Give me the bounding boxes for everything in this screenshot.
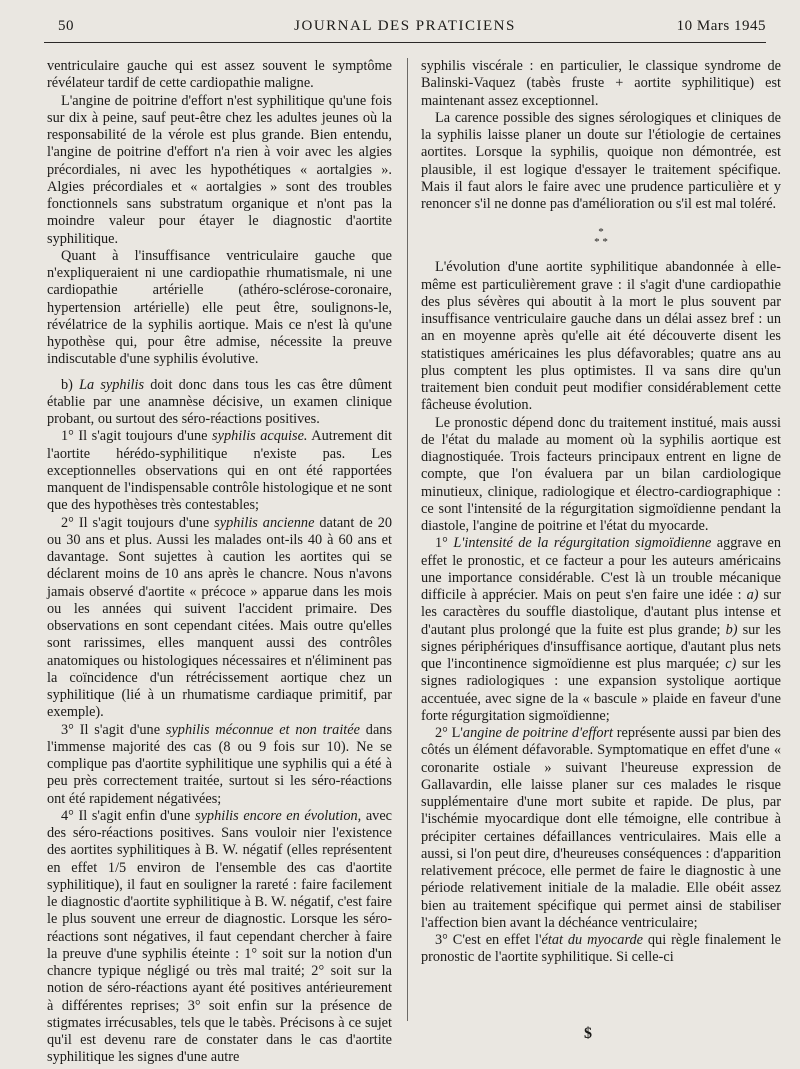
paragraph <box>421 110 781 214</box>
text-run: La carence possible des signes sérologiques et cliniques de la syphilis laisse planer un doute sur l'étiologie de certaines aortites. Lorsque la syphilis, quoique non démontrée, est plausible, il est logique d'essayer le traitement spécifique. Mais il faut alors le faire avec une prudence particulière et y renoncer s'il ne donne pas d'amélioration ou s'il est mal toléré. <box>421 109 781 212</box>
text-run: L'angine de poitrine d'effort n'est syphilitique qu'une fois sur dix à peine, sauf peut-être chez les adultes jeunes où la responsabilité de la vérole est plus grande. Bien entendu, l'angine de poitrine d'effort n'a rien à voir avec les algies précordiales, ni avec les hypothétiques « aortalgies ». Algies précordiales et « aortalgies » sont des troubles fonctionnels sans substratum organique et n'ont pas la moindre valeur pour étayer le diagnostic d'aortite syphilitique. <box>47 92 392 247</box>
text-run: 2° L' <box>435 725 463 741</box>
paragraph <box>421 535 781 725</box>
text-run: Le pronostic dépend donc du traitement institué, mais aussi de l'état du malade au moment où la syphilis aortique est diagnostiquée. Trois facteurs principaux entrent en ligne de compte, que l'on évaluera par un bilan cardiologique minutieux, clinique, radiologique et électro-cardiographique : ce sont l'intensité de la régurgitation sigmoïdienne pendant la diastole, l'angine de poitrine et l'état du myocarde. <box>421 414 781 534</box>
paragraph <box>47 428 392 514</box>
text-run: dans l'immense majorité des cas (8 ou 9 fois sur 10). Ne se complique pas d'aortite syphilitique une syphilis qui a été à peu près correctement traitée, surtout si les séro-réactions ont été rapidement négativées; <box>47 721 393 807</box>
paragraph <box>47 722 392 808</box>
italic-text: a) <box>746 587 759 603</box>
text-run: 1° Il s'agit toujours d'une <box>61 428 213 445</box>
paragraph <box>421 259 781 414</box>
paragraph <box>47 515 392 722</box>
text-run: syphilis viscérale : en particulier, le classique syndrome de Balinski-Vaquez (tabès fruste + aortite syphilitique) est maintenant assez exceptionnel. <box>421 58 781 109</box>
right-column <box>421 58 781 967</box>
text-run: b) <box>61 376 80 393</box>
paragraph <box>47 248 392 369</box>
column-divider <box>407 58 408 1021</box>
paragraph <box>47 93 392 248</box>
text-run: ventriculaire gauche qui est assez souvent le symptôme révélateur tardif de cette cardiopathie maligne. <box>47 58 392 92</box>
footer-mark: $ <box>584 1025 592 1042</box>
page-header <box>44 18 766 40</box>
text-run: sur les signes périphériques d'insuffisance aortique, d'autant plus nets que l'incontinence sigmoïdienne est plus marquée; <box>421 621 781 672</box>
italic-text: b) <box>725 621 738 638</box>
paragraph <box>421 415 781 536</box>
text-run: sur les caractères du souffle diastolique, d'autant plus intense et d'autant plus prolongé que la fuite est plus grande; <box>421 587 781 638</box>
text-run: doit donc dans tous les cas être dûment établie par une anamnèse décisive, un examen clinique probant, ou surtout des séro-réactions positives. <box>47 376 392 427</box>
italic-text: état du myocarde <box>541 932 643 948</box>
paragraph <box>47 377 392 429</box>
text-run: 3° Il s'agit d'une <box>61 721 166 738</box>
header-rule <box>44 42 766 43</box>
paragraph <box>47 58 392 93</box>
italic-text: La syphilis <box>79 376 145 393</box>
text-run: datant de 20 ou 30 ans et plus. Aussi les malades ont-ils 40 à 60 ans et davantage. Sont sujettes à caution les aortites qui se déclarent moins de 10 ans après le chancre. Nous n'avons jamais observé d'aortite « précoce » apparue dans les mois ou les années qui suivent l'accident primaire. Des observations en sont cependant citées. Mais outre qu'elles sont rarissimes, elles manquent aussi des contrôles anatomiques ou histologiques nécessaires et n'éliminent pas la coïncidence d'un rétrécissement aortique chez un syphilitique (lié à un rhumatisme cardiaque primitif, par exemple). <box>47 514 392 721</box>
text-run: 3° C'est en effet l' <box>435 932 542 948</box>
italic-text: c) <box>725 656 737 672</box>
page-number: 50 <box>58 18 74 34</box>
text-run: Quant à l'insuffisance ventriculaire gauche que n'expliqueraient ni une cardiopathie rhumatismale, ni une cardiopathie artérielle (athéro-sclérose-coronaire, hypertension artérielle) elle peut être, soulignons-le, révélatrice de la syphilis aortique. Mais ce n'est là qu'une hypothèse qui, pour être admise, nécessite la preuve indiscutable d'une syphilis évolutive. <box>47 247 392 368</box>
paragraph <box>47 808 392 1067</box>
issue-date: 10 Mars 1945 <box>676 18 766 34</box>
paragraph <box>421 725 781 932</box>
text-run: avec des séro-réactions positives. Sans vouloir nier l'existence des aortites syphilitiques à B. W. négatif (elles représentent en effet 1/5 environ de l'ensemble des cas d'aortite syphilitique), il faut en souligner la rareté : faire facilement le diagnostic d'aortite syphilitique à B. W. négatif, c'est faire le plus souvent une erreur de diagnostic. Lorsque les séro-réactions sont négatives, il faut cependant chercher à faire la preuve d'une syphilis éteinte : 1° soit sur la notion d'un chancre typique négligé ou très mal traité; 2° soit sur la notion de séro-réactions ayant été positives antérieurement à différentes reprises; 3° soit enfin sur la présence de stigmates irrécusables, tels que le tabès. Précisons à ce sujet qu'il est devenu rare de constater dans le cas d'aortite syphilitique les signes d'une autre <box>47 807 393 1066</box>
text-run: L'évolution d'une aortite syphilitique abandonnée à elle-même est particulièrement grave : il s'agit d'une cardiopathie des plus sévères qui aboutit à la mort le plus souvent par insuffisance ventriculaire gauche dans un délai assez bref : un an en moyenne après qu'elle ait été découverte disent les statistiques américaines les plus défavorables; quatre ans au plus comptent les plus optimistes. Il va sans dire qu'un traitement bien conduit peut modifier considérablement cette fâcheuse évolution. <box>421 259 781 414</box>
italic-text: syphilis encore en évolution, <box>195 807 362 824</box>
text-run: 2° Il s'agit toujours d'une <box>61 514 215 531</box>
paragraph <box>421 58 781 110</box>
italic-text: syphilis acquise. <box>212 428 308 445</box>
text-run: aggrave en effet le pronostic, et ce facteur a pour les auteurs américains une importance considérable. C'est là un trouble mécanique difficile à apprécier. Mais on peut s'en faire une idée : <box>421 535 781 603</box>
italic-text: L'intensité de la régurgitation sigmoïdienne <box>453 535 712 552</box>
journal-title: JOURNAL DES PRATICIENS <box>294 18 516 34</box>
text-run: qui règle finalement le pronostic de l'aortite syphilitique. Si celle-ci <box>421 932 781 966</box>
italic-text: syphilis méconnue et non traitée <box>165 721 360 738</box>
left-column <box>47 58 392 1067</box>
text-run: Autrement dit l'aortite hérédo-syphilitique n'existe pas. Les exceptionnelles observations qui en ont été rapportées manquent de l'indispensable contrôle histologique et ne sont que des hypothèses très contestables; <box>47 428 393 514</box>
paragraph <box>421 932 781 967</box>
text-run: sur les signes radiologiques : une expansion systolique aortique accentuée, avec signe de la « bascule » plaide en faveur d'une forte régurgitation sigmoïdienne; <box>421 656 781 724</box>
italic-text: syphilis ancienne <box>214 514 315 531</box>
text-run: représente aussi par bien des côtés un élément défavorable. Symptomatique en effet d'une « coronarite ostiale » suivant l'heureuse expression de Gallavardin, elle laisse planer sur ces malades le risque supplémentaire d'une mort subite et rapide. De plus, par l'ischémie myocardique dont elle témoigne, elle contribue à précipiter certaines défaillances ventriculaires. Mais elle a aussi, si l'on peut dire, d'heureuses conséquences : d'apparition relativement précoce, elle permet de faire le diagnostic à une période relativement initiale de la maladie. Elle obéit assez bien au traitement spécifique qui permet ainsi de stabiliser l'affection bien avant la déchéance ventriculaire; <box>421 725 781 931</box>
text-run: 4° Il s'agit enfin d'une <box>61 807 196 824</box>
section-stars-separator: * * * <box>594 226 608 249</box>
text-run: 1° <box>435 535 454 552</box>
italic-text: angine de poitrine d'effort <box>462 725 614 741</box>
